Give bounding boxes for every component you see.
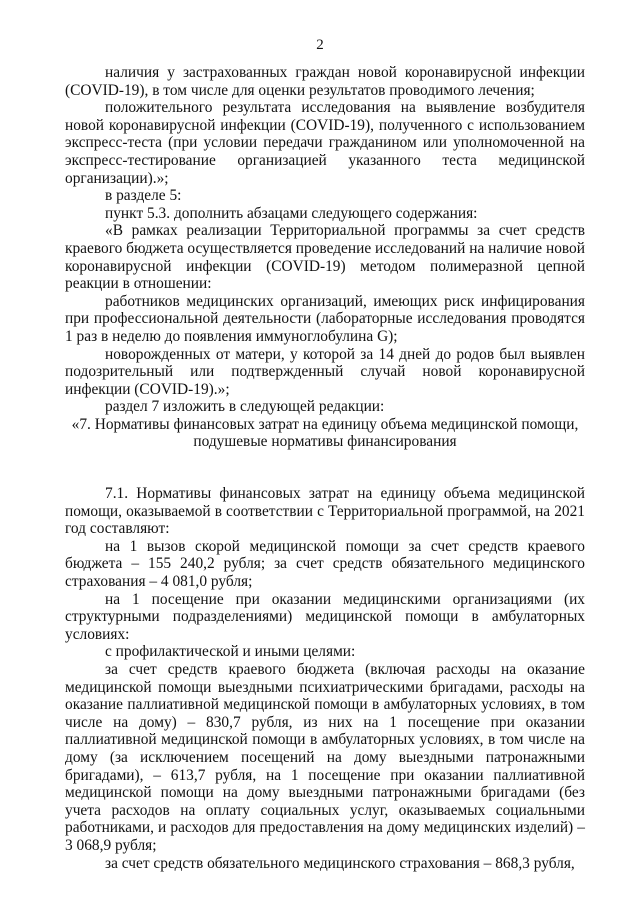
document-body (65, 64, 585, 872)
section-heading-line-1: «7. Нормативы финансовых затрат на единицу объема медицинской помощи, (71, 415, 579, 433)
paragraph-section-5: в разделе 5: (105, 187, 182, 205)
paragraph-oms-funds: за счет средств обязательного медицинского страхования – 868,3 рубля, (105, 854, 575, 872)
paragraph-7-1: 7.1. Нормативы финансовых затрат на единицу объема медицинской помощи, оказываемой в соответствии с Территориальной программой, на 2021 год составляют: (65, 485, 585, 538)
paragraph-newborns: новорожденных от матери, у которой за 14 дней до родов был выявлен подозрительный или подтвержденный случай новой коронавирусной инфекции (COVID-19).»; (65, 345, 585, 398)
paragraph-pcr-research: «В рамках реализации Территориальной программы за счет средств краевого бюджета осуществляется проведение исследований на наличие новой коронавирусной инфекции (COVID-19) методом полимеразной цепной реакции в отношении: (65, 222, 585, 293)
paragraph-medical-workers: работников медицинских организаций, имеющих риск инфицирования при профессиональной деятельности (лабораторные исследования проводятся 1 раз в неделю до появления иммуноглобулина G); (65, 292, 585, 345)
section-heading-line-2: подушевые нормативы финансирования (193, 433, 457, 451)
heading-spacer (65, 469, 585, 485)
paragraph-preventive: с профилактической и иными целями: (105, 643, 356, 661)
page-number: 2 (316, 37, 324, 53)
paragraph-section-7: раздел 7 изложить в следующей редакции: (105, 398, 385, 416)
paragraph-point-5-3: пункт 5.3. дополнить абзацами следующего содержания: (105, 204, 478, 222)
paragraph-regional-budget: за счет средств краевого бюджета (включая расходы на оказание медицинской помощи выездными психиатрическими бригадами, расходы на оказание паллиативной медицинской помощи в амбулаторных условиях, в том числе на дому) – 830,7 рубля, из них на 1 посещение при оказании паллиативной медицинской помощи в амбулаторных условиях, в том числе на дому (за исключением посещений на дому выездными патронажными бригадами), – 613,7 рубля, на 1 посещение при оказании паллиативной медицинской помощи на дому выездными патронажными бригадами (без учета расходов на оплату социальных услуг, оказываемых социальными работниками, и расходов для предоставления на дому медицинских изделий) – 3 068,9 рубля; (65, 661, 585, 854)
paragraph-covid-presence: наличия у застрахованных граждан новой коронавирусной инфекции (COVID-19), в том числе для оценки результатов проводимого лечения; (65, 64, 585, 99)
paragraph-ambulance-call: на 1 вызов скорой медицинской помощи за счет средств краевого бюджета – 155 240,2 рубля; за счет средств обязательного медицинского страхования – 4 081,0 рубля; (65, 537, 585, 591)
paragraph-positive-result: положительного результата исследования на выявление возбудителя новой коронавирусной инфекции (COVID-19), полученного с использованием экспресс-теста (при условии передачи гражданином или уполномоченной на экспресс-тестирование организацией указанного теста медицинской организации).»; (65, 99, 585, 187)
paragraph-outpatient-visit: на 1 посещение при оказании медицинскими организациями (их структурными подразделениями) медицинской помощи в амбулаторных условиях: (65, 590, 585, 643)
